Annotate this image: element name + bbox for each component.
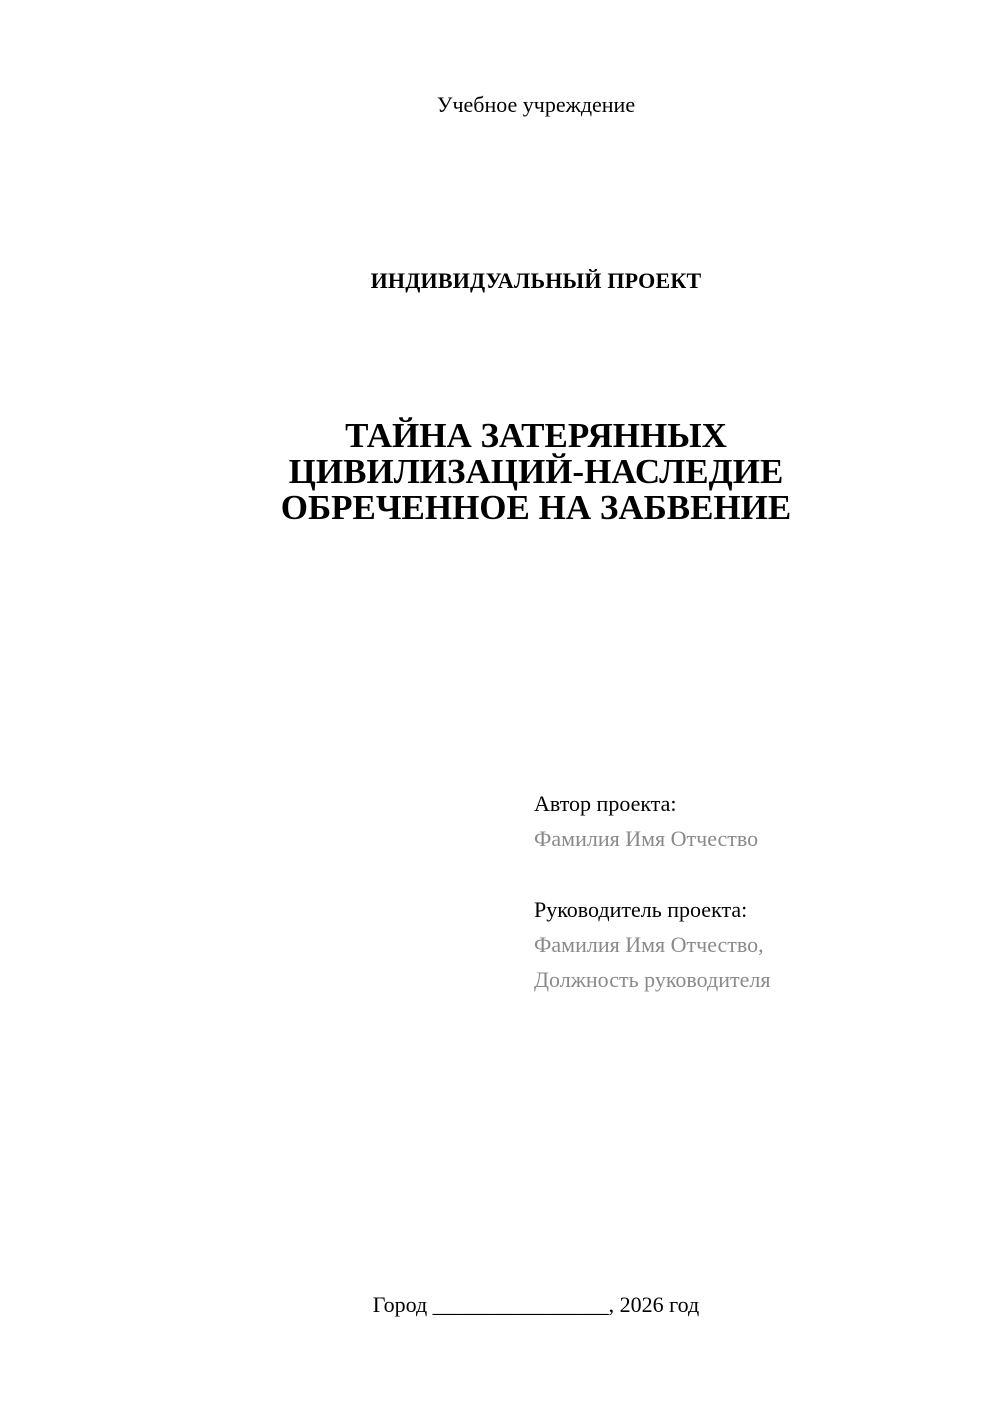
supervisor-position: Должность руководителя bbox=[534, 967, 771, 992]
document-type-heading: ИНДИВИДУАЛЬНЫЙ ПРОЕКТ bbox=[370, 268, 702, 293]
supervisor-label: Руководитель проекта: bbox=[534, 897, 748, 922]
supervisor-name: Фамилия Имя Отчество, bbox=[534, 932, 764, 957]
credits-spacer bbox=[534, 856, 954, 892]
author-label: Автор проекта: bbox=[534, 791, 677, 816]
author-name: Фамилия Имя Отчество bbox=[534, 826, 759, 851]
project-title-line: ОБРЕЧЕННОЕ НА ЗАБВЕНИЕ bbox=[280, 488, 792, 527]
city-year-line: Город ________________, 2026 год bbox=[372, 1292, 700, 1317]
credits-block bbox=[534, 786, 954, 997]
project-title bbox=[0, 418, 1000, 526]
project-title-line: ЦИВИЛИЗАЦИЙ-НАСЛЕДИЕ bbox=[288, 452, 784, 491]
institution-name: Учебное учреждение bbox=[436, 92, 636, 117]
project-title-line: ТАЙНА ЗАТЕРЯННЫХ bbox=[345, 416, 727, 455]
